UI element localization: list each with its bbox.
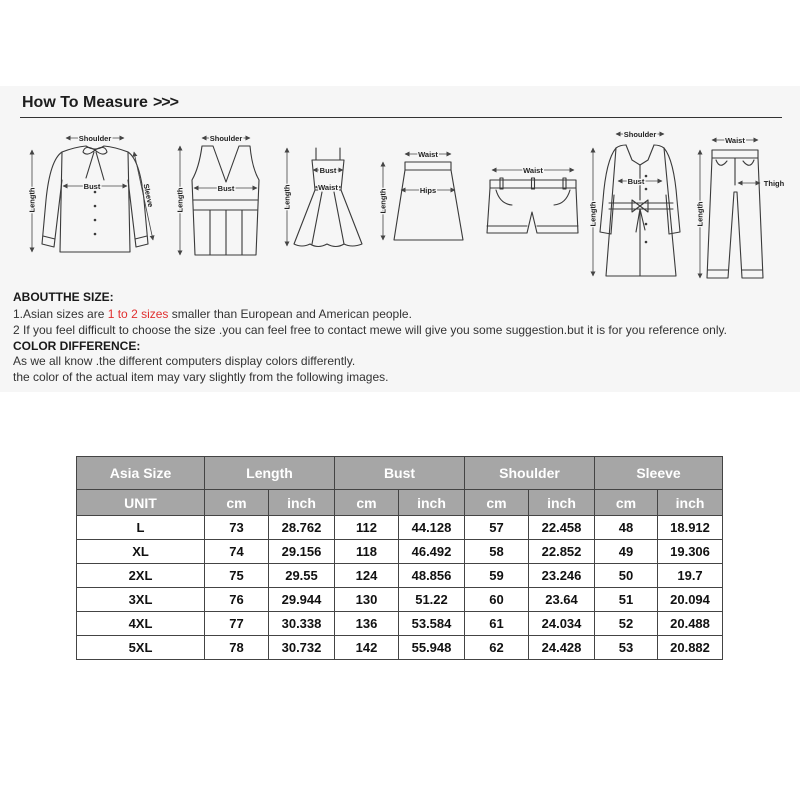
color-difference-title: COLOR DIFFERENCE: <box>13 339 141 353</box>
bust-cm-cell: 112 <box>335 516 399 540</box>
sleeve-cm-cell: 53 <box>595 636 658 660</box>
vest-length-label: Length <box>175 187 185 213</box>
unit-length-inch: inch <box>269 490 335 516</box>
heading-divider <box>20 117 782 118</box>
bust-inch-cell: 51.22 <box>399 588 465 612</box>
vest-sketch <box>176 134 260 255</box>
skirt-waist-label: Waist <box>418 150 438 159</box>
vest-shoulder-label: Shoulder <box>209 134 243 143</box>
unit-length-cm: cm <box>205 490 269 516</box>
blouse-sketch <box>28 134 156 252</box>
sleeve-inch-cell: 19.306 <box>658 540 723 564</box>
size-cell: 4XL <box>77 612 205 636</box>
size-cell: 3XL <box>77 588 205 612</box>
shoulder-cm-cell: 60 <box>465 588 529 612</box>
length-inch-cell: 29.156 <box>269 540 335 564</box>
shoulder-inch-cell: 22.458 <box>529 516 595 540</box>
bust-cm-cell: 142 <box>335 636 399 660</box>
shoulder-inch-cell: 24.034 <box>529 612 595 636</box>
blouse-sleeve-label: Sleeve <box>141 182 156 209</box>
header-shoulder: Shoulder <box>465 457 595 490</box>
heading-arrows: >>> <box>152 94 178 111</box>
shoulder-inch-cell: 22.852 <box>529 540 595 564</box>
unit-shoulder-inch: inch <box>529 490 595 516</box>
sleeve-cm-cell: 50 <box>595 564 658 588</box>
bust-cm-cell: 118 <box>335 540 399 564</box>
sleeve-inch-cell: 20.882 <box>658 636 723 660</box>
blouse-length-label: Length <box>27 187 37 213</box>
bust-inch-cell: 48.856 <box>399 564 465 588</box>
shoulder-cm-cell: 62 <box>465 636 529 660</box>
unit-sleeve-inch: inch <box>658 490 723 516</box>
skirt-length-label: Length <box>378 188 388 214</box>
pants-thigh-label: Thigh <box>763 179 785 188</box>
size-cell: 5XL <box>77 636 205 660</box>
about-size-line-2: 2 If you feel difficult to choose the size .you can feel free to contact mewe will give you some suggestion.but it is for you reference only. <box>13 323 727 337</box>
shorts-sketch <box>487 166 578 233</box>
dress-length-label: Length <box>282 184 292 210</box>
sleeve-inch-cell: 20.094 <box>658 588 723 612</box>
table-row <box>77 588 723 612</box>
sleeve-inch-cell: 19.7 <box>658 564 723 588</box>
coat-shoulder-label: Shoulder <box>623 130 657 139</box>
garment-sketches <box>0 120 800 290</box>
size-cell: 2XL <box>77 564 205 588</box>
coat-bust-label: Bust <box>627 177 645 186</box>
about-size-highlight: 1 to 2 sizes <box>107 307 169 321</box>
how-to-measure-heading <box>22 93 178 113</box>
unit-sleeve-cm: cm <box>595 490 658 516</box>
shoulder-cm-cell: 58 <box>465 540 529 564</box>
length-cm-cell: 76 <box>205 588 269 612</box>
header-length: Length <box>205 457 335 490</box>
length-inch-cell: 30.338 <box>269 612 335 636</box>
about-size-title: ABOUTTHE SIZE: <box>13 290 114 304</box>
color-difference-line-2: the color of the actual item may vary slightly from the following images. <box>13 370 389 384</box>
pants-length-label: Length <box>695 201 705 227</box>
header-bust: Bust <box>335 457 465 490</box>
bust-inch-cell: 46.492 <box>399 540 465 564</box>
dress-bust-label: Bust <box>319 166 337 175</box>
table-row <box>77 516 723 540</box>
table-row <box>77 612 723 636</box>
bust-inch-cell: 55.948 <box>399 636 465 660</box>
table-row <box>77 636 723 660</box>
bust-inch-cell: 53.584 <box>399 612 465 636</box>
skirt-hips-label: Hips <box>419 186 437 195</box>
color-difference-line-1: As we all know .the different computers display colors differently. <box>13 354 356 368</box>
unit-header-row <box>77 490 723 516</box>
coat-sketch <box>589 130 681 276</box>
header-asia-size: Asia Size <box>77 457 205 490</box>
unit-shoulder-cm: cm <box>465 490 529 516</box>
about-size-line-1-end: smaller than European and American people. <box>168 307 412 321</box>
sleeve-cm-cell: 51 <box>595 588 658 612</box>
dress-waist-label: Waist <box>318 183 338 192</box>
heading-title: How To Measure <box>22 94 148 111</box>
sleeve-cm-cell: 52 <box>595 612 658 636</box>
shorts-waist-label: Waist <box>523 166 543 175</box>
sleeve-inch-cell: 20.488 <box>658 612 723 636</box>
bust-cm-cell: 124 <box>335 564 399 588</box>
length-inch-cell: 28.762 <box>269 516 335 540</box>
length-cm-cell: 78 <box>205 636 269 660</box>
length-cm-cell: 75 <box>205 564 269 588</box>
dress-sketch <box>283 148 363 247</box>
size-cell: L <box>77 516 205 540</box>
unit-bust-inch: inch <box>399 490 465 516</box>
blouse-bust-label: Bust <box>83 182 101 191</box>
table-row <box>77 540 723 564</box>
group-header-row <box>77 457 723 490</box>
shoulder-cm-cell: 59 <box>465 564 529 588</box>
length-cm-cell: 77 <box>205 612 269 636</box>
pants-sketch <box>696 136 785 278</box>
shoulder-inch-cell: 23.64 <box>529 588 595 612</box>
about-size-line-1-start: 1.Asian sizes are <box>13 307 108 321</box>
table-row <box>77 564 723 588</box>
shoulder-cm-cell: 57 <box>465 516 529 540</box>
sleeve-inch-cell: 18.912 <box>658 516 723 540</box>
bust-cm-cell: 130 <box>335 588 399 612</box>
unit-bust-cm: cm <box>335 490 399 516</box>
shoulder-cm-cell: 61 <box>465 612 529 636</box>
length-cm-cell: 73 <box>205 516 269 540</box>
bust-cm-cell: 136 <box>335 612 399 636</box>
blouse-shoulder-label: Shoulder <box>78 134 112 143</box>
length-cm-cell: 74 <box>205 540 269 564</box>
shoulder-inch-cell: 23.246 <box>529 564 595 588</box>
shoulder-inch-cell: 24.428 <box>529 636 595 660</box>
skirt-sketch <box>379 150 464 240</box>
sleeve-cm-cell: 48 <box>595 516 658 540</box>
length-inch-cell: 29.55 <box>269 564 335 588</box>
header-unit: UNIT <box>77 490 205 516</box>
size-cell: XL <box>77 540 205 564</box>
length-inch-cell: 30.732 <box>269 636 335 660</box>
length-inch-cell: 29.944 <box>269 588 335 612</box>
size-table <box>76 456 723 660</box>
pants-waist-label: Waist <box>725 136 745 145</box>
sleeve-cm-cell: 49 <box>595 540 658 564</box>
bust-inch-cell: 44.128 <box>399 516 465 540</box>
about-size-line-1 <box>13 306 412 322</box>
vest-bust-label: Bust <box>217 184 235 193</box>
header-sleeve: Sleeve <box>595 457 723 490</box>
coat-length-label: Length <box>588 201 598 227</box>
